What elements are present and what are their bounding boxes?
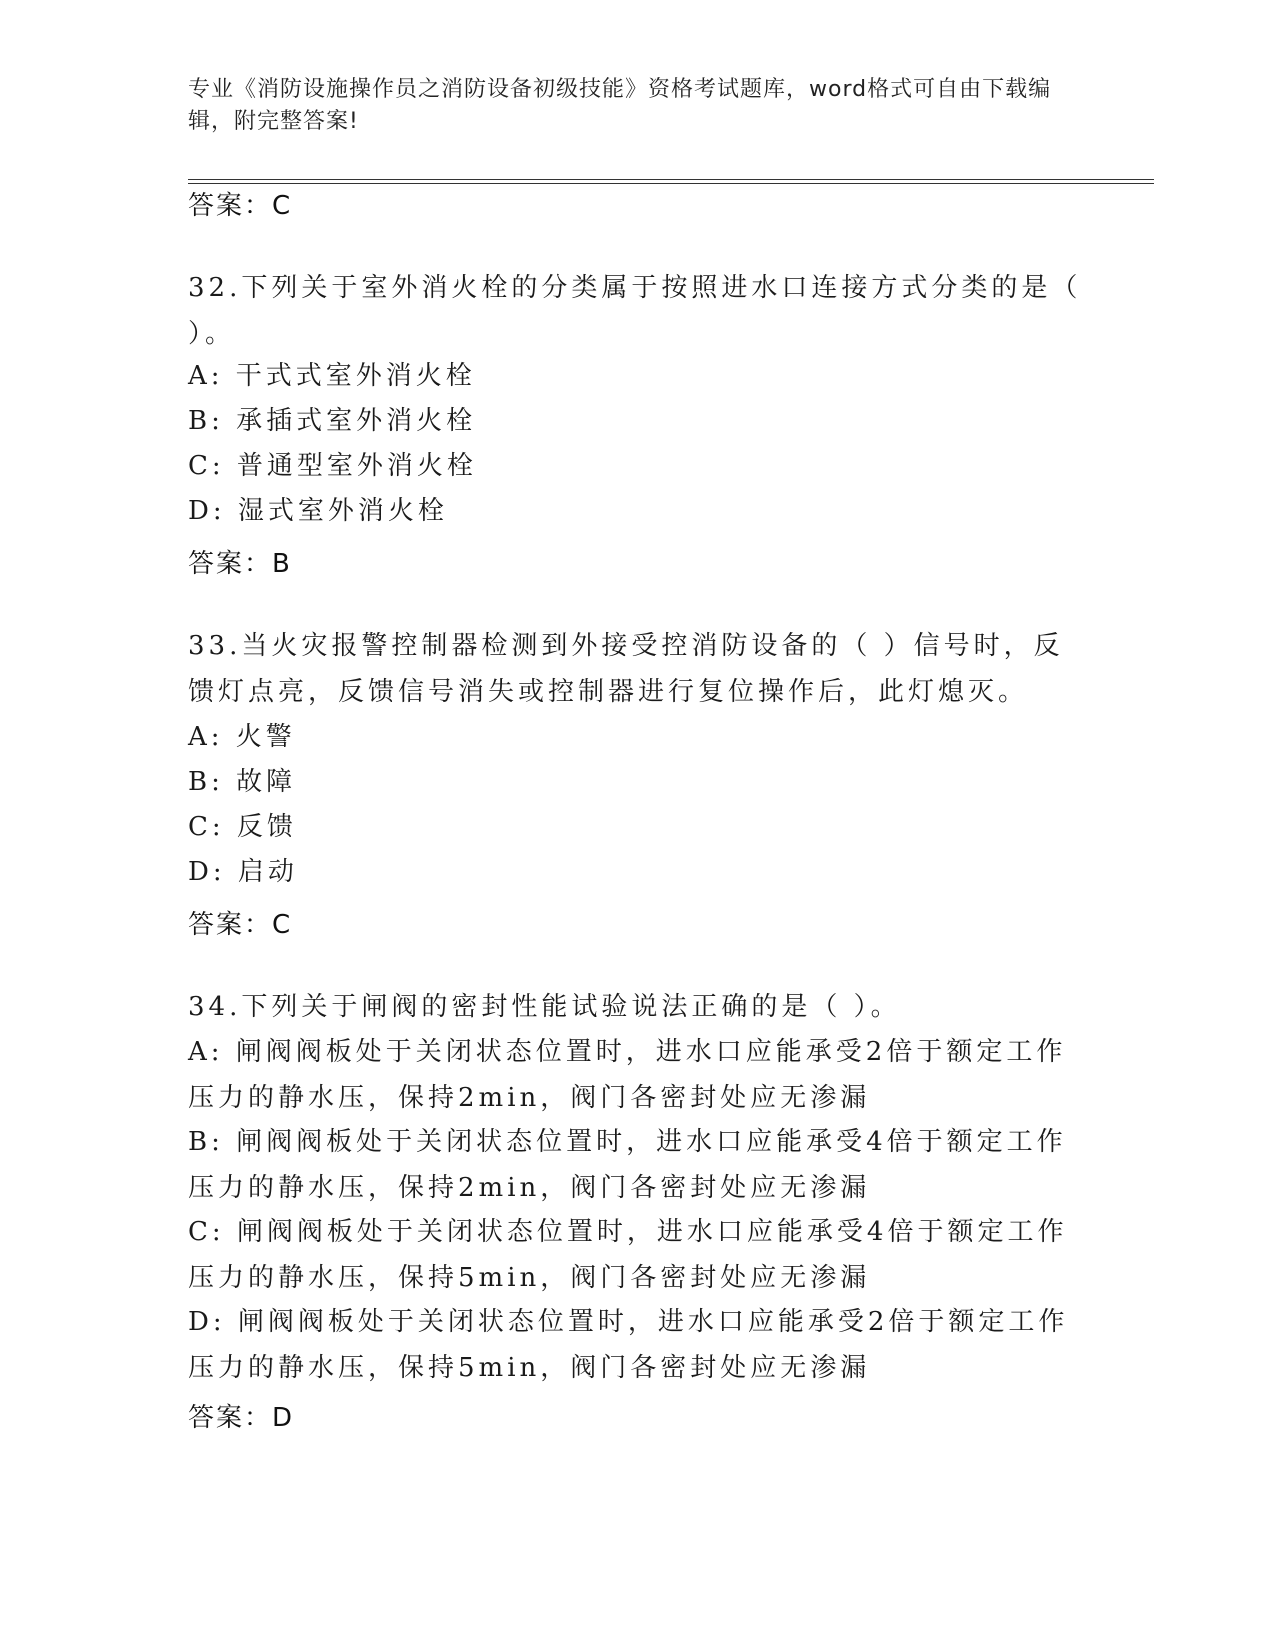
question-33-option-d: D: 启动 <box>188 857 298 887</box>
question-32-option-d: D: 湿式室外消火栓 <box>188 496 448 526</box>
question-34-option-c: C: 闸阀阀板处于关闭状态位置时，进水口应能承受4倍于额定工作压力的静水压，保持5min，阀门各密封处应无渗漏 <box>188 1217 1068 1293</box>
header-divider-bottom <box>188 183 1154 184</box>
question-34-stem: 34.下列关于闸阀的密封性能试验说法正确的是（ ）。 <box>188 992 901 1022</box>
question-32-option-a: A: 干式式室外消火栓 <box>188 361 476 391</box>
question-33-stem: 33.当火灾报警控制器检测到外接受控消防设备的（ ）信号时，反馈灯点亮，反馈信号消失或控制器进行复位操作后，此灯熄灭。 <box>188 631 1064 707</box>
question-34-option-d: D: 闸阀阀板处于关闭状态位置时，进水口应能承受2倍于额定工作压力的静水压，保持5min，阀门各密封处应无渗漏 <box>188 1307 1069 1383</box>
answer-32: 答案：B <box>188 549 292 579</box>
question-33-option-a: A: 火警 <box>188 722 296 752</box>
header-divider-top <box>188 179 1154 180</box>
question-33-option-c: C: 反馈 <box>188 812 297 842</box>
answer-33: 答案：C <box>188 910 293 940</box>
document-header: 专业《消防设施操作员之消防设备初级技能》资格考试题库，word格式可自由下载编辑，附完整答案! <box>188 77 1052 134</box>
question-34-option-a: A: 闸阀阀板处于关闭状态位置时，进水口应能承受2倍于额定工作压力的静水压，保持2min，阀门各密封处应无渗漏 <box>188 1037 1067 1113</box>
question-32-stem: 32.下列关于室外消火栓的分类属于按照进水口连接方式分类的是（ ）。 <box>188 273 1082 349</box>
answer-34: 答案：D <box>188 1403 295 1433</box>
question-34-option-b: B: 闸阀阀板处于关闭状态位置时，进水口应能承受4倍于额定工作压力的静水压，保持2min，阀门各密封处应无渗漏 <box>188 1127 1067 1203</box>
question-32-option-b: B: 承插式室外消火栓 <box>188 406 477 436</box>
question-32-option-c: C: 普通型室外消火栓 <box>188 451 477 481</box>
question-33-option-b: B: 故障 <box>188 767 297 797</box>
answer-previous: 答案：C <box>188 191 293 221</box>
